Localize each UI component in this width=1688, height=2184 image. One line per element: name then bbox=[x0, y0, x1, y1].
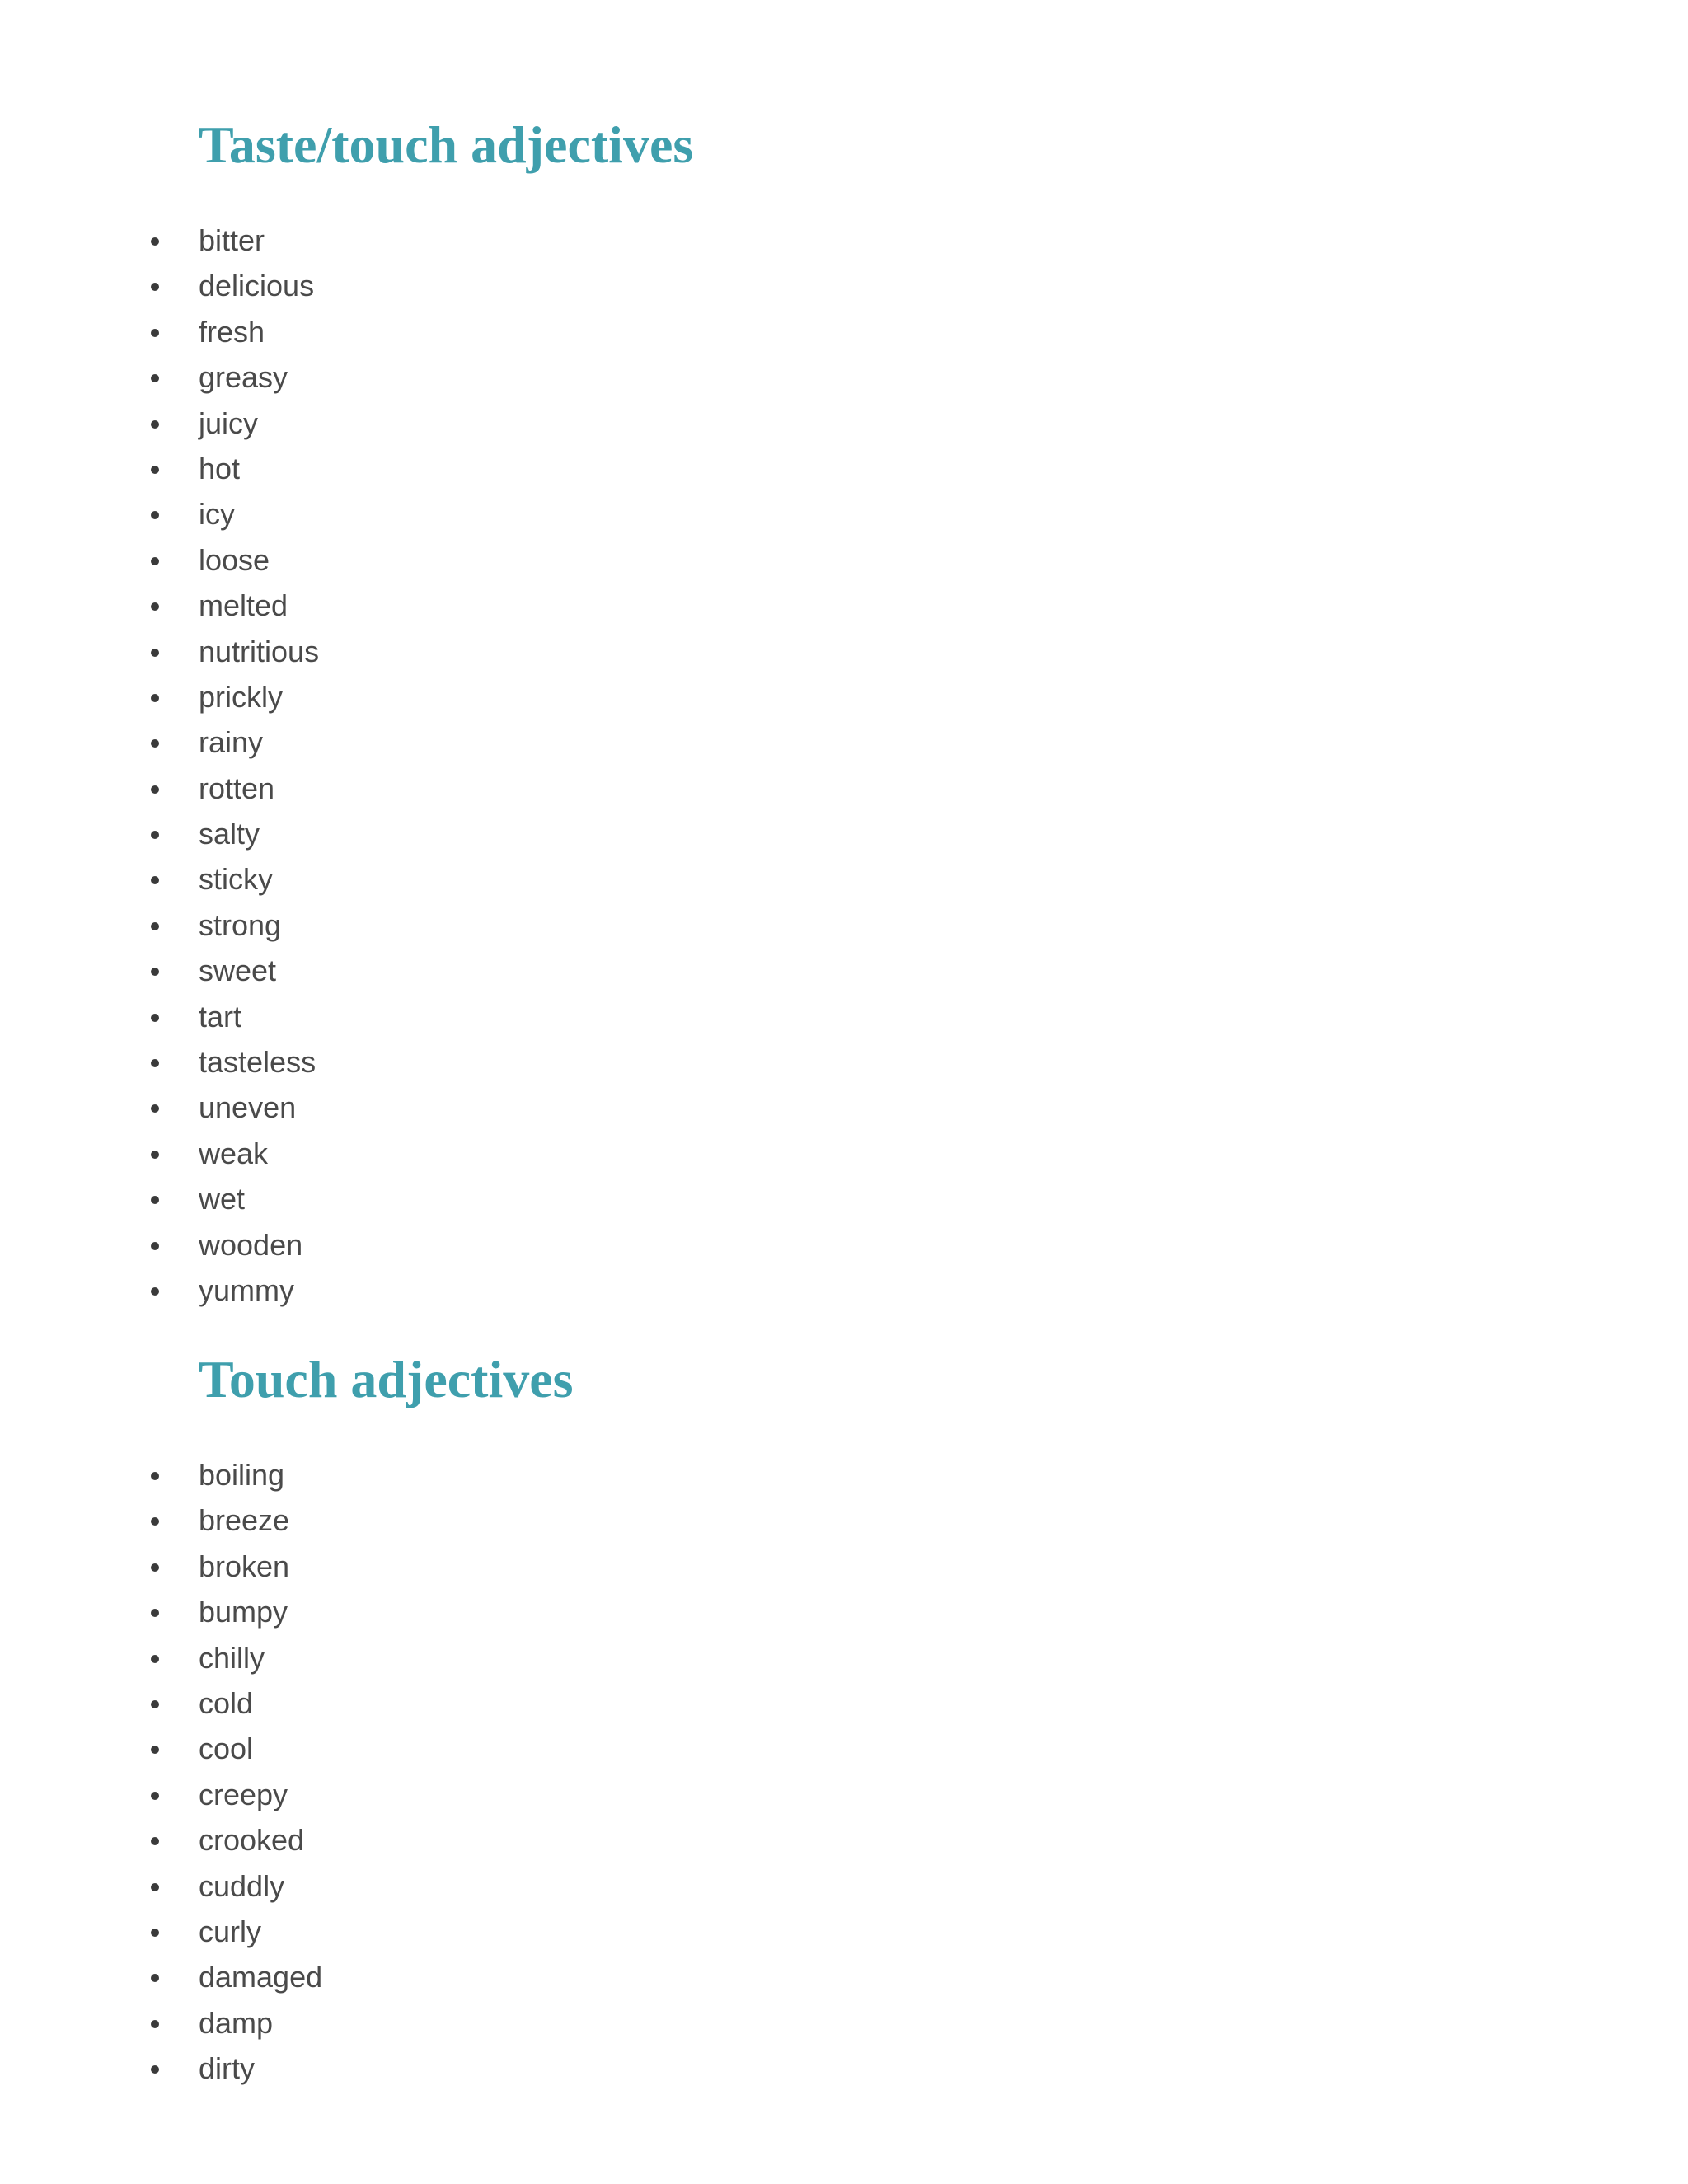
list-item-text: creepy bbox=[199, 1777, 288, 1811]
list-item-text: fresh bbox=[199, 314, 265, 349]
bullet-icon bbox=[151, 1563, 159, 1572]
list-item-text: cuddly bbox=[199, 1868, 285, 1903]
list-item-text: hot bbox=[199, 451, 241, 485]
bullet-icon bbox=[151, 1655, 159, 1663]
list-item-text: prickly bbox=[199, 679, 284, 714]
bullet-icon bbox=[151, 420, 159, 429]
bullet-icon bbox=[151, 1242, 159, 1250]
bullet-icon bbox=[151, 1104, 159, 1113]
list-item-text: loose bbox=[199, 542, 270, 577]
list-item-text: nutritious bbox=[199, 634, 320, 668]
bullet-icon bbox=[151, 557, 159, 565]
bullet-icon bbox=[151, 602, 159, 611]
bullet-icon bbox=[151, 1700, 159, 1708]
bullet-icon bbox=[151, 1014, 159, 1022]
bullet-icon bbox=[151, 237, 159, 246]
list-item-text: sweet bbox=[199, 954, 277, 988]
list-item-text: uneven bbox=[199, 1090, 297, 1125]
bullet-icon bbox=[151, 968, 159, 976]
list-item-text: cold bbox=[199, 1685, 254, 1720]
list-item-text: juicy bbox=[199, 405, 259, 440]
list-item-text: crooked bbox=[199, 1823, 305, 1858]
bullet-icon bbox=[151, 739, 159, 748]
bullet-icon bbox=[151, 694, 159, 702]
bullet-icon bbox=[151, 1746, 159, 1754]
bullet-icon bbox=[151, 2020, 159, 2028]
list-item-text: wet bbox=[199, 1182, 246, 1216]
bullet-icon bbox=[151, 922, 159, 930]
list-item-text: tart bbox=[199, 999, 242, 1033]
list-item-text: damp bbox=[199, 2005, 274, 2040]
bullet-icon bbox=[151, 2065, 159, 2074]
bullet-icon bbox=[151, 785, 159, 794]
bullet-icon bbox=[151, 1287, 159, 1296]
list-item-text: chilly bbox=[199, 1640, 265, 1675]
list-item-text: salty bbox=[199, 817, 260, 851]
list-item-text: strong bbox=[199, 907, 282, 942]
bullet-icon bbox=[151, 1472, 159, 1480]
list-item-text: breeze bbox=[199, 1503, 290, 1538]
list-item-text: yummy bbox=[199, 1272, 294, 1307]
section-heading-touch: Touch adjectives bbox=[199, 1350, 574, 1408]
list-item-text: tasteless bbox=[199, 1045, 316, 1080]
list-item-text: weak bbox=[199, 1136, 269, 1170]
bullet-icon bbox=[151, 1883, 159, 1891]
list-item-text: greasy bbox=[199, 360, 288, 395]
bullet-icon bbox=[151, 876, 159, 884]
list-item-text: sticky bbox=[199, 862, 273, 897]
list-item-text: bitter bbox=[199, 223, 265, 257]
bullet-icon bbox=[151, 466, 159, 474]
bullet-icon bbox=[151, 1517, 159, 1526]
list-item-text: boiling bbox=[199, 1458, 285, 1492]
list-item-text: cool bbox=[199, 1732, 254, 1766]
bullet-icon bbox=[151, 1974, 159, 1982]
bullet-icon bbox=[151, 649, 159, 657]
list-item-text: delicious bbox=[199, 269, 315, 303]
bullet-icon bbox=[151, 1792, 159, 1800]
list-item-text: rotten bbox=[199, 771, 275, 805]
list-item-text: broken bbox=[199, 1549, 290, 1583]
list-item-text: bumpy bbox=[199, 1595, 288, 1629]
bullet-icon bbox=[151, 1059, 159, 1067]
section-heading-taste-touch: Taste/touch adjectives bbox=[199, 115, 694, 174]
list-item-text: icy bbox=[199, 497, 235, 532]
bullet-icon bbox=[151, 1837, 159, 1845]
bullet-icon bbox=[151, 1196, 159, 1204]
bullet-icon bbox=[151, 831, 159, 839]
list-item-text: curly bbox=[199, 1914, 262, 1948]
bullet-icon bbox=[151, 1929, 159, 1937]
bullet-icon bbox=[151, 283, 159, 291]
bullet-icon bbox=[151, 1151, 159, 1159]
bullet-icon bbox=[151, 329, 159, 337]
list-item-text: wooden bbox=[199, 1227, 303, 1262]
bullet-icon bbox=[151, 1609, 159, 1617]
list-item-text: melted bbox=[199, 588, 288, 623]
list-item-text: rainy bbox=[199, 725, 264, 760]
bullet-icon bbox=[151, 374, 159, 382]
bullet-icon bbox=[151, 511, 159, 519]
list-item-text: dirty bbox=[199, 2051, 256, 2086]
list-item-text: damaged bbox=[199, 1960, 323, 1994]
